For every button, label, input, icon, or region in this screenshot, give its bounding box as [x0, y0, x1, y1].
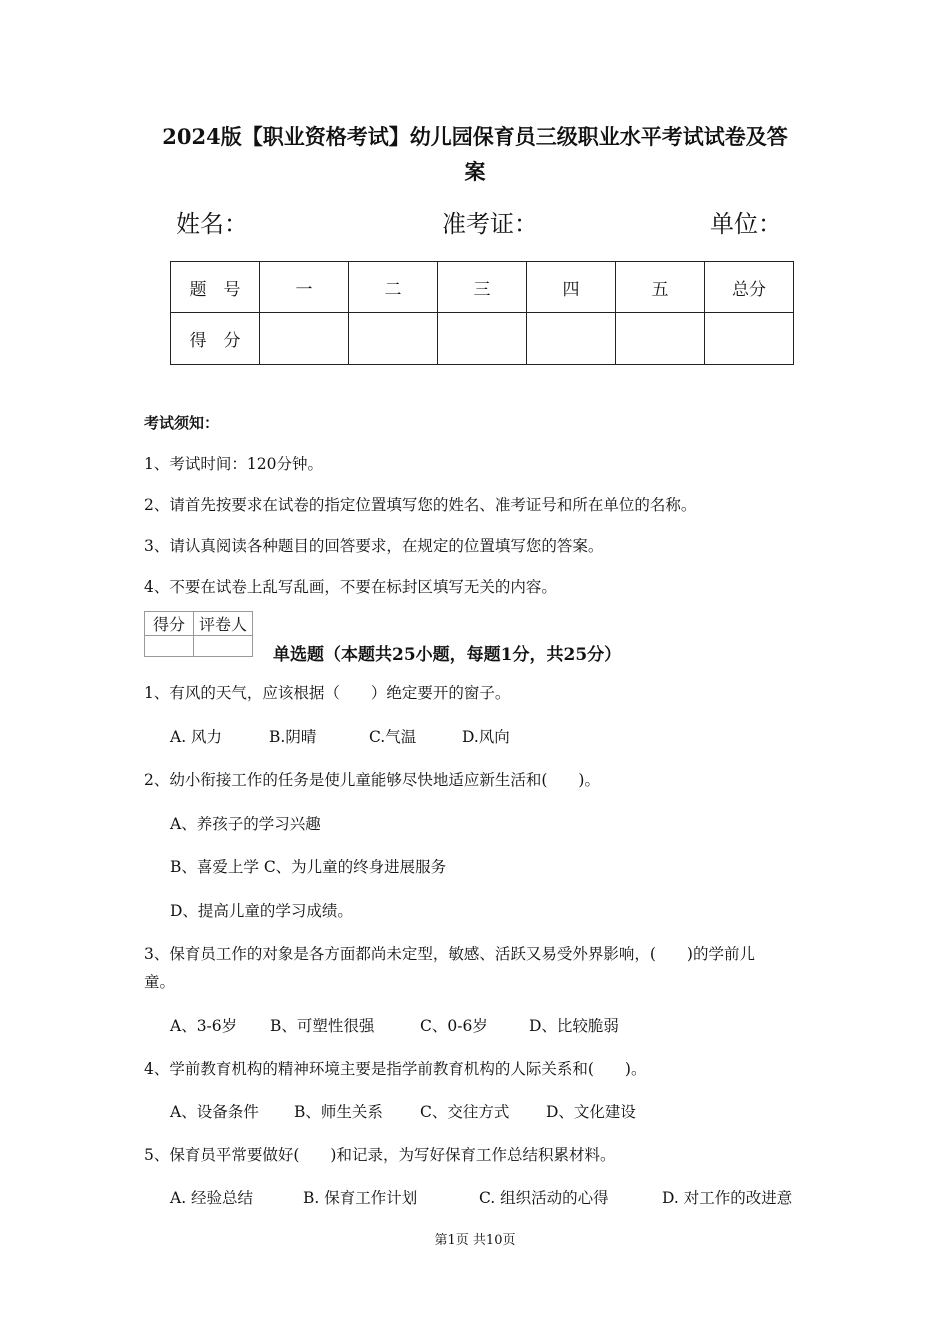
score-table-header-cell: 一: [260, 262, 349, 313]
question-3-stem-line2: 童。: [144, 973, 176, 991]
grader-score-cell[interactable]: [145, 636, 194, 657]
question-5-option-b: B. 保育工作计划: [303, 1189, 418, 1207]
question-3-option-b: B、可塑性很强: [270, 1017, 375, 1035]
question-4-option-a: A、设备条件: [170, 1103, 259, 1121]
grader-box: [144, 611, 253, 657]
question-5-option-c: C. 组织活动的心得: [479, 1189, 609, 1207]
question-4-option-b: B、师生关系: [294, 1103, 383, 1121]
notice-item: 2、请首先按要求在试卷的指定位置填写您的姓名、准考证号和所在单位的名称。: [144, 496, 697, 514]
score-input-cell[interactable]: [438, 313, 527, 365]
question-5-option-d: D. 对工作的改进意: [662, 1189, 793, 1207]
question-4-option-d: D、文化建设: [546, 1103, 636, 1121]
question-3-option-d: D、比较脆弱: [529, 1017, 619, 1035]
score-table-header-cell: 四: [527, 262, 616, 313]
score-table: [170, 261, 794, 365]
score-table-header-cell: 题 号: [171, 262, 260, 313]
question-1-option-a: A. 风力: [170, 728, 223, 746]
score-table-score-row: [171, 313, 794, 365]
notice-heading: 考试须知：: [144, 414, 220, 432]
score-table-header-cell: 五: [616, 262, 705, 313]
question-3-option-c: C、0-6岁: [420, 1017, 488, 1035]
notice-item: 3、请认真阅读各种题目的回答要求，在规定的位置填写您的答案。: [144, 537, 604, 555]
question-1-option-b: B.阴晴: [269, 728, 317, 746]
exam-title-line2: 案: [464, 159, 486, 184]
question-2-stem: 2、幼小衔接工作的任务是使儿童能够尽快地适应新生活和( )。: [144, 771, 600, 789]
score-input-cell[interactable]: [349, 313, 438, 365]
name-field-label: 姓名：: [176, 210, 248, 238]
question-2-option-line: A、养孩子的学习兴趣: [170, 815, 321, 833]
score-input-cell[interactable]: [527, 313, 616, 365]
score-table-header-cell: 二: [349, 262, 438, 313]
question-4-option-c: C、交往方式: [420, 1103, 510, 1121]
score-table-header-cell: 三: [438, 262, 527, 313]
grader-score-label: 得分: [145, 612, 194, 636]
question-5-stem: 5、保育员平常要做好( )和记录，为写好保育工作总结积累材料。: [144, 1146, 616, 1164]
score-input-cell[interactable]: [616, 313, 705, 365]
question-5-option-a: A. 经验总结: [170, 1189, 254, 1207]
question-3-option-a: A、3-6岁: [170, 1017, 238, 1035]
unit-field-label: 单位：: [710, 210, 782, 238]
notice-item: 1、考试时间：120分钟。: [144, 455, 323, 473]
score-table-header-cell: 总分: [705, 262, 794, 313]
score-table-header-row: [171, 262, 794, 313]
question-1-option-c: C.气温: [369, 728, 417, 746]
score-input-cell[interactable]: [260, 313, 349, 365]
exam-number-field-label: 准考证：: [442, 210, 538, 238]
question-2-option-line: D、提高儿童的学习成绩。: [170, 902, 353, 920]
question-4-stem: 4、学前教育机构的精神环境主要是指学前教育机构的人际关系和( )。: [144, 1060, 647, 1078]
section-title: 单选题（本题共25小题，每题1分，共25分）: [273, 645, 622, 665]
question-1-stem: 1、有风的天气，应该根据（ ）绝定要开的窗子。: [144, 684, 511, 702]
score-input-cell[interactable]: [705, 313, 794, 365]
question-3-stem-line1: 3、保育员工作的对象是各方面都尚未定型，敏感、活跃又易受外界影响，( )的学前儿: [144, 945, 755, 963]
grader-name-label: 评卷人: [194, 612, 253, 636]
question-1-option-d: D.风向: [462, 728, 510, 746]
grader-name-cell[interactable]: [194, 636, 253, 657]
question-2-option-line: B、喜爱上学 C、为儿童的终身进展服务: [170, 858, 447, 876]
notice-item: 4、不要在试卷上乱写乱画，不要在标封区填写无关的内容。: [144, 578, 557, 596]
exam-title-line1: 2024版【职业资格考试】幼儿园保育员三级职业水平考试试卷及答: [162, 124, 788, 149]
page-footer: 第1页 共10页: [434, 1233, 516, 1248]
score-row-label: 得 分: [171, 313, 260, 365]
